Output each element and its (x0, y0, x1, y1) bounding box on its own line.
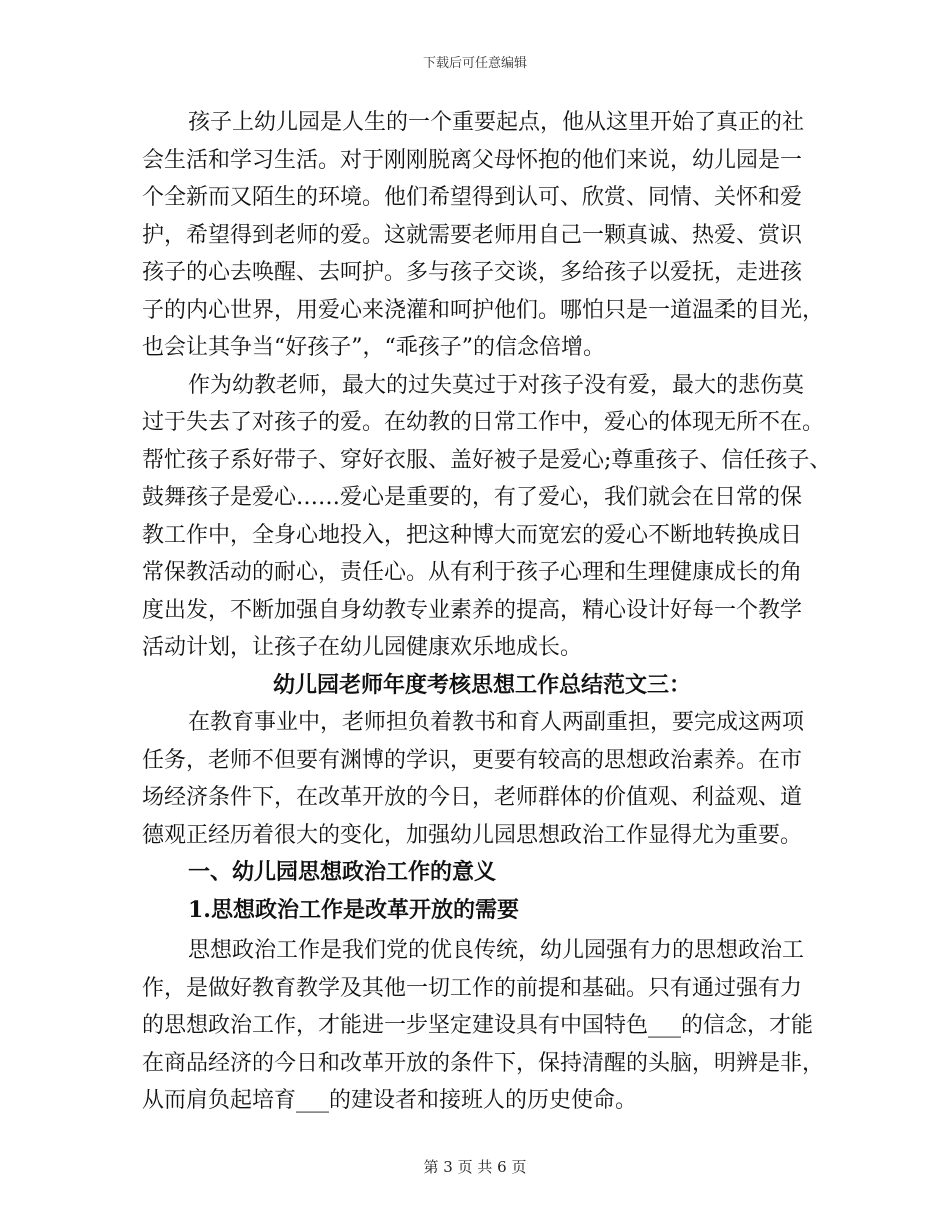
text-line: 帮忙孩子系好带子、穿好衣服、盖好被子是爱心;尊重孩子、信任孩子、 (142, 447, 832, 473)
text-line: 活动计划，让孩子在幼儿园健康欢乐地成长。 (142, 635, 583, 660)
text-line: 的思想政治工作，才能进一步坚定建设具有中国特色___的信念，才能 (142, 1013, 814, 1038)
section-heading (142, 854, 822, 892)
text-line: 1.思想政治工作是改革开放的需要 (188, 896, 519, 923)
text-line: 过于失去了对孩子的爱。在幼教的日常工作中，爱心的体现无所不在。 (142, 410, 825, 435)
text-line: 从而肩负起培育___的建设者和接班人的历史使命。 (142, 1088, 638, 1113)
text-line: 教工作中，全身心地投入，把这种博大而宽宏的爱心不断地转换成日 (142, 522, 803, 548)
text-line: 在商品经济的今日和改革开放的条件下，保持清醒的头脑，明辨是非， (142, 1050, 825, 1076)
text-line: 常保教活动的耐心，责任心。从有利于孩子心理和生理健康成长的角 (142, 560, 803, 585)
paragraph (142, 932, 825, 1120)
text-line: 孩子上幼儿园是人生的一个重要起点，他从这里开始了真正的社 (188, 110, 805, 135)
text-line: 鼓舞孩子是爱心……爱心是重要的，有了爱心，我们就会在日常的保 (142, 485, 803, 510)
text-line: 子的内心世界，用爱心来浇灌和呵护他们。哪怕只是一道温柔的目光， (142, 297, 825, 323)
text-line: 德观正经历着很大的变化，加强幼儿园思想政治工作显得尤为重要。 (142, 822, 803, 848)
text-line: 任务，老师不但要有渊博的学识，更要有较高的思想政治素养。在市 (142, 747, 803, 773)
paragraph (142, 704, 822, 854)
section-title (142, 667, 822, 705)
page-footer: 第 3 页 共 6 页 (423, 1158, 527, 1176)
text-line: 作，是做好教育教学及其他一切工作的前提和基础。只有通过强有力 (142, 975, 803, 1001)
text-line: 孩子的心去唤醒、去呵护。多与孩子交谈，多给孩子以爱抚，走进孩 (142, 260, 803, 285)
text-line: 个全新而又陌生的环境。他们希望得到认可、欣赏、同情、关怀和爱 (142, 185, 803, 210)
text-line: 思想政治工作是我们党的优良传统，幼儿园强有力的思想政治工 (188, 938, 805, 963)
text-line: 作为幼教老师，最大的过失莫过于对孩子没有爱，最大的悲伤莫 (188, 372, 805, 398)
text-line: 也会让其争当“好孩子”，“乖孩子”的信念倍增。 (142, 335, 605, 360)
text-line: 度出发，不断加强自身幼教专业素养的提高，精心设计好每一个教学 (142, 597, 803, 623)
text-line: 会生活和学习生活。对于刚刚脱离父母怀抱的他们来说，幼儿园是一 (142, 147, 803, 173)
paragraph (142, 104, 825, 367)
text-line: 护，希望得到老师的爱。这就需要老师用自己一颗真诚、热爱、赏识 (142, 222, 803, 248)
paragraph (142, 367, 832, 667)
text-line: 在教育事业中，老师担负着教书和育人两副重担，要完成这两项 (188, 710, 805, 735)
text-line: 场经济条件下，在改革开放的今日，老师群体的价值观、利益观、道 (142, 785, 803, 810)
page-header: 下载后可任意编辑 (422, 56, 527, 71)
text-line: 一、幼儿园思想政治工作的意义 (188, 859, 497, 885)
text-line: 幼儿园老师年度考核思想工作总结范文三： (272, 671, 691, 698)
section-heading (142, 892, 822, 930)
document-body (142, 104, 832, 1120)
